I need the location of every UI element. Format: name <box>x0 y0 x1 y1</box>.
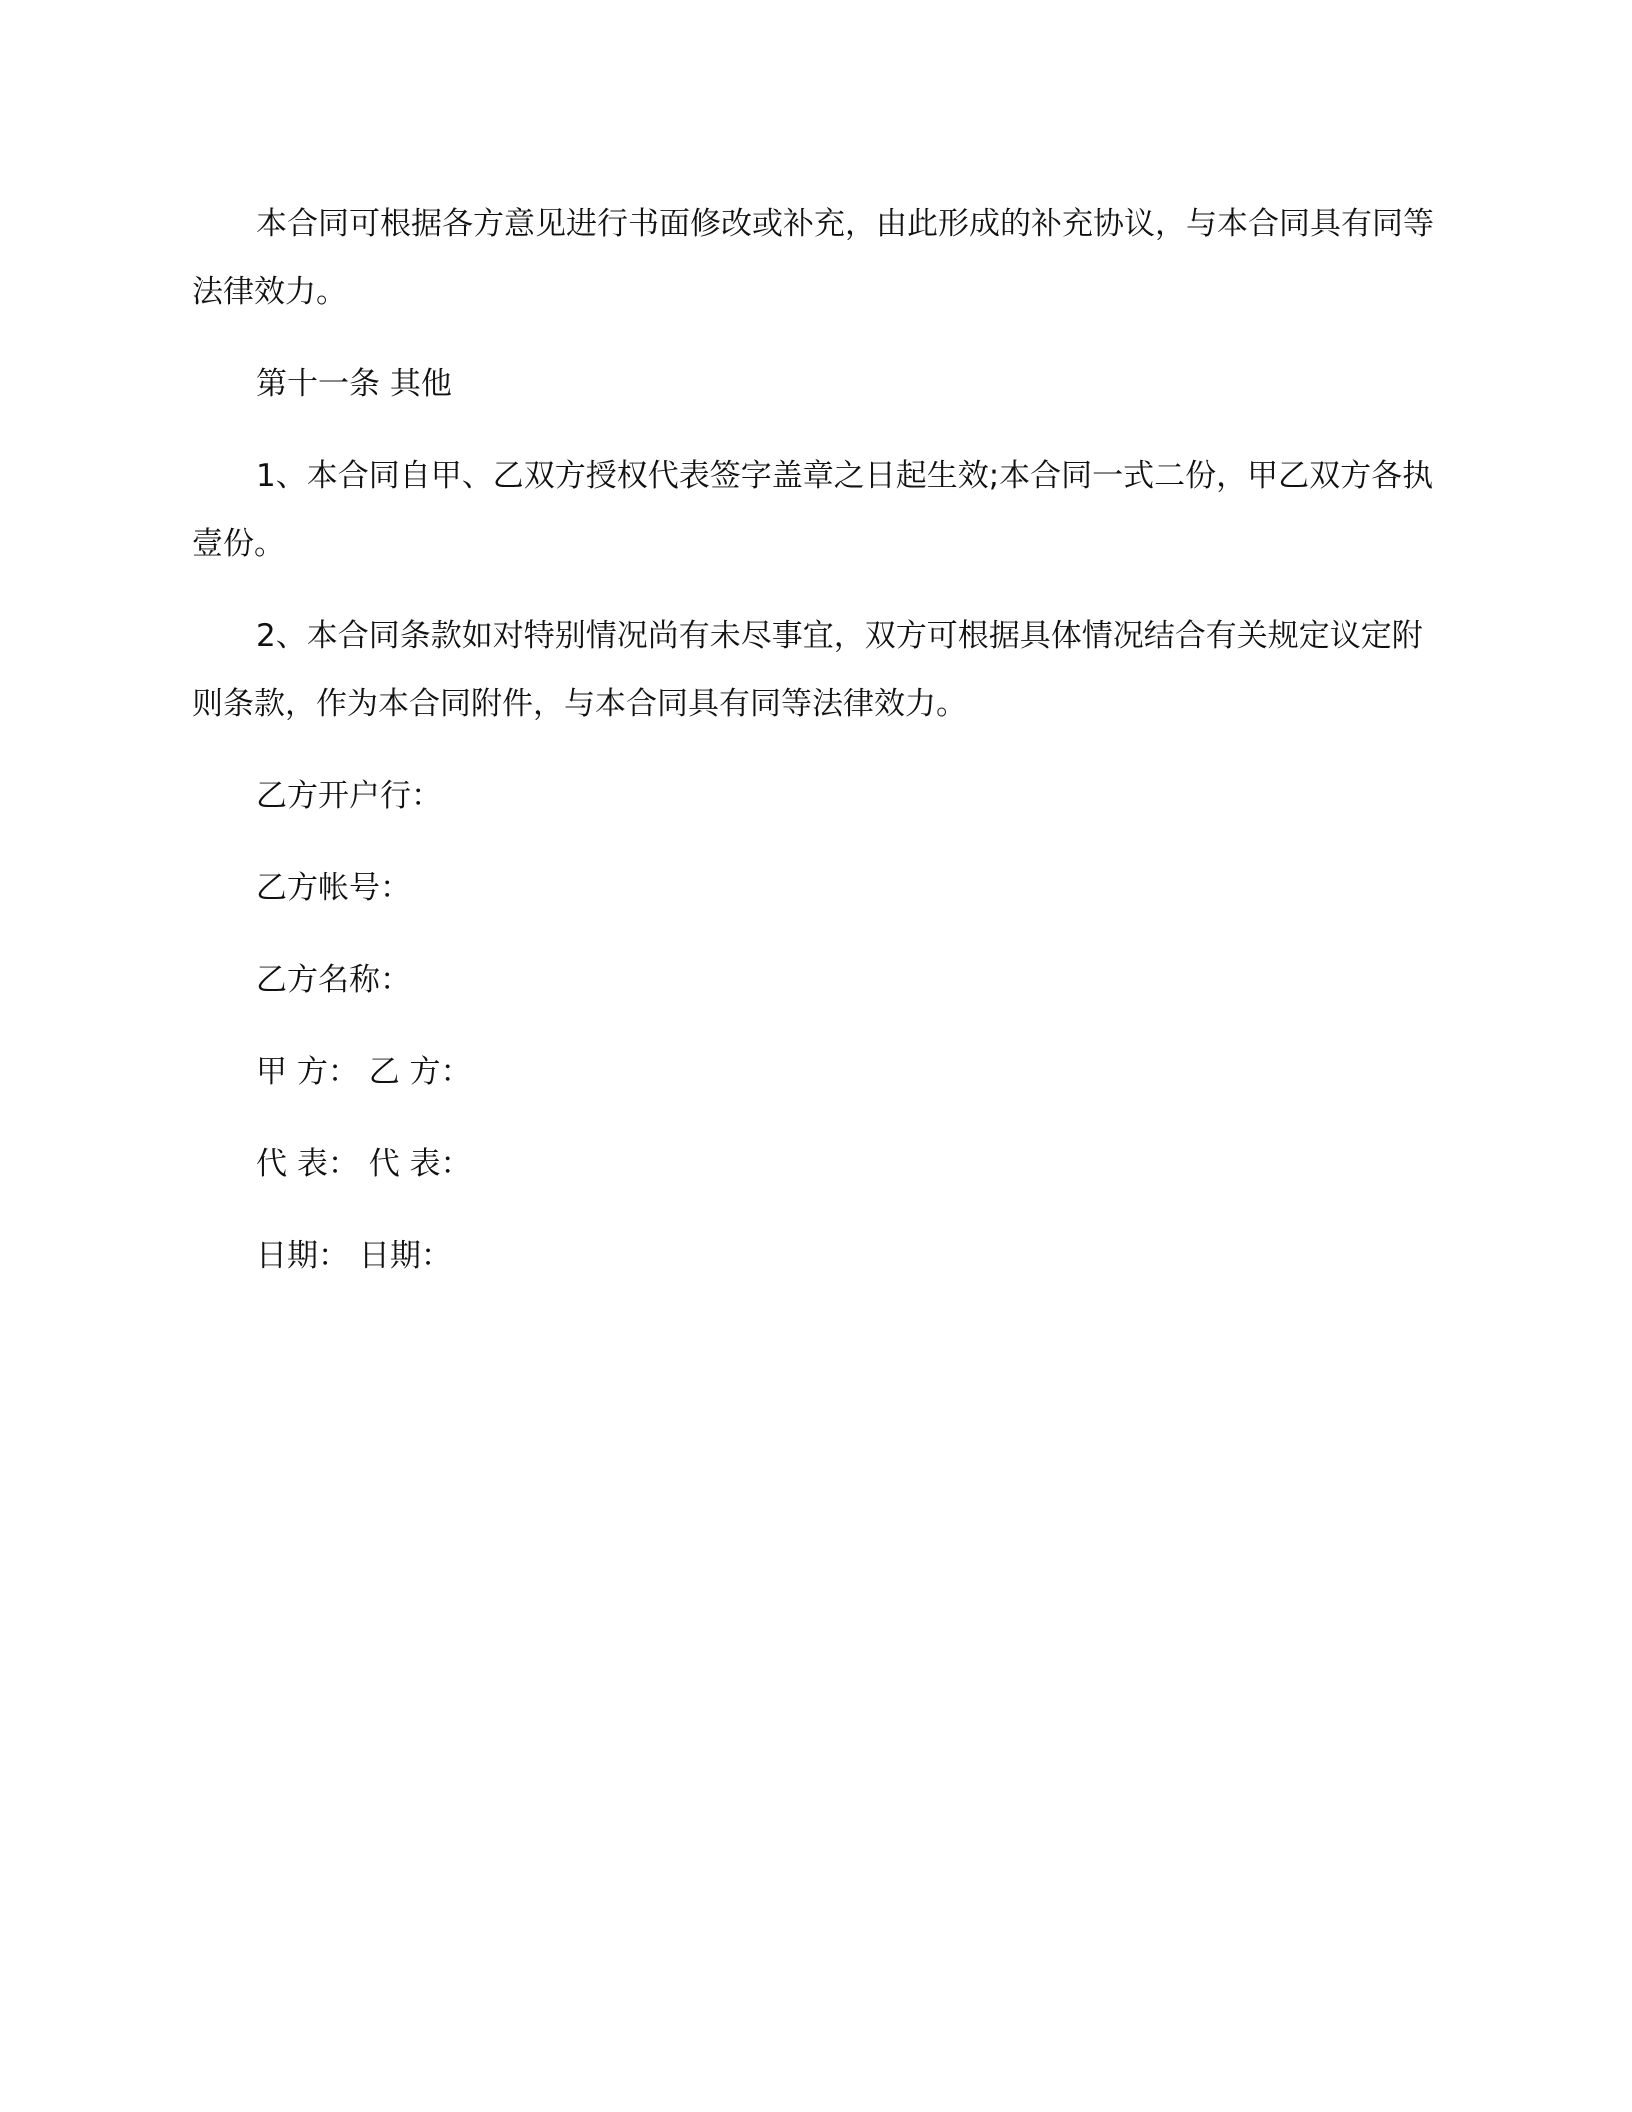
document-body <box>192 190 1442 1314</box>
party-b-bank-label: 乙方开户行： <box>256 778 442 814</box>
dates-signature-line: 日期： 日期： <box>256 1238 452 1274</box>
clause-1: 1、本合同自甲、乙双方授权代表签字盖章之日起生效;本合同一式二份，甲乙双方各执壹份。 <box>192 458 1434 562</box>
representatives-signature-line: 代 表： 代 表： <box>256 1146 472 1182</box>
clause-2: 2、本合同条款如对特别情况尚有未尽事宜，双方可根据具体情况结合有关规定议定附则条款，作为本合同附件，与本合同具有同等法律效力。 <box>192 618 1423 722</box>
paragraph-amendment: 本合同可根据各方意见进行书面修改或补充，由此形成的补充协议，与本合同具有同等法律效力。 <box>192 206 1434 310</box>
parties-signature-line: 甲 方： 乙 方： <box>256 1054 472 1090</box>
article-11-heading: 第十一条 其他 <box>256 366 452 402</box>
party-b-name-label: 乙方名称： <box>256 962 411 998</box>
party-b-account-label: 乙方帐号： <box>256 870 411 906</box>
